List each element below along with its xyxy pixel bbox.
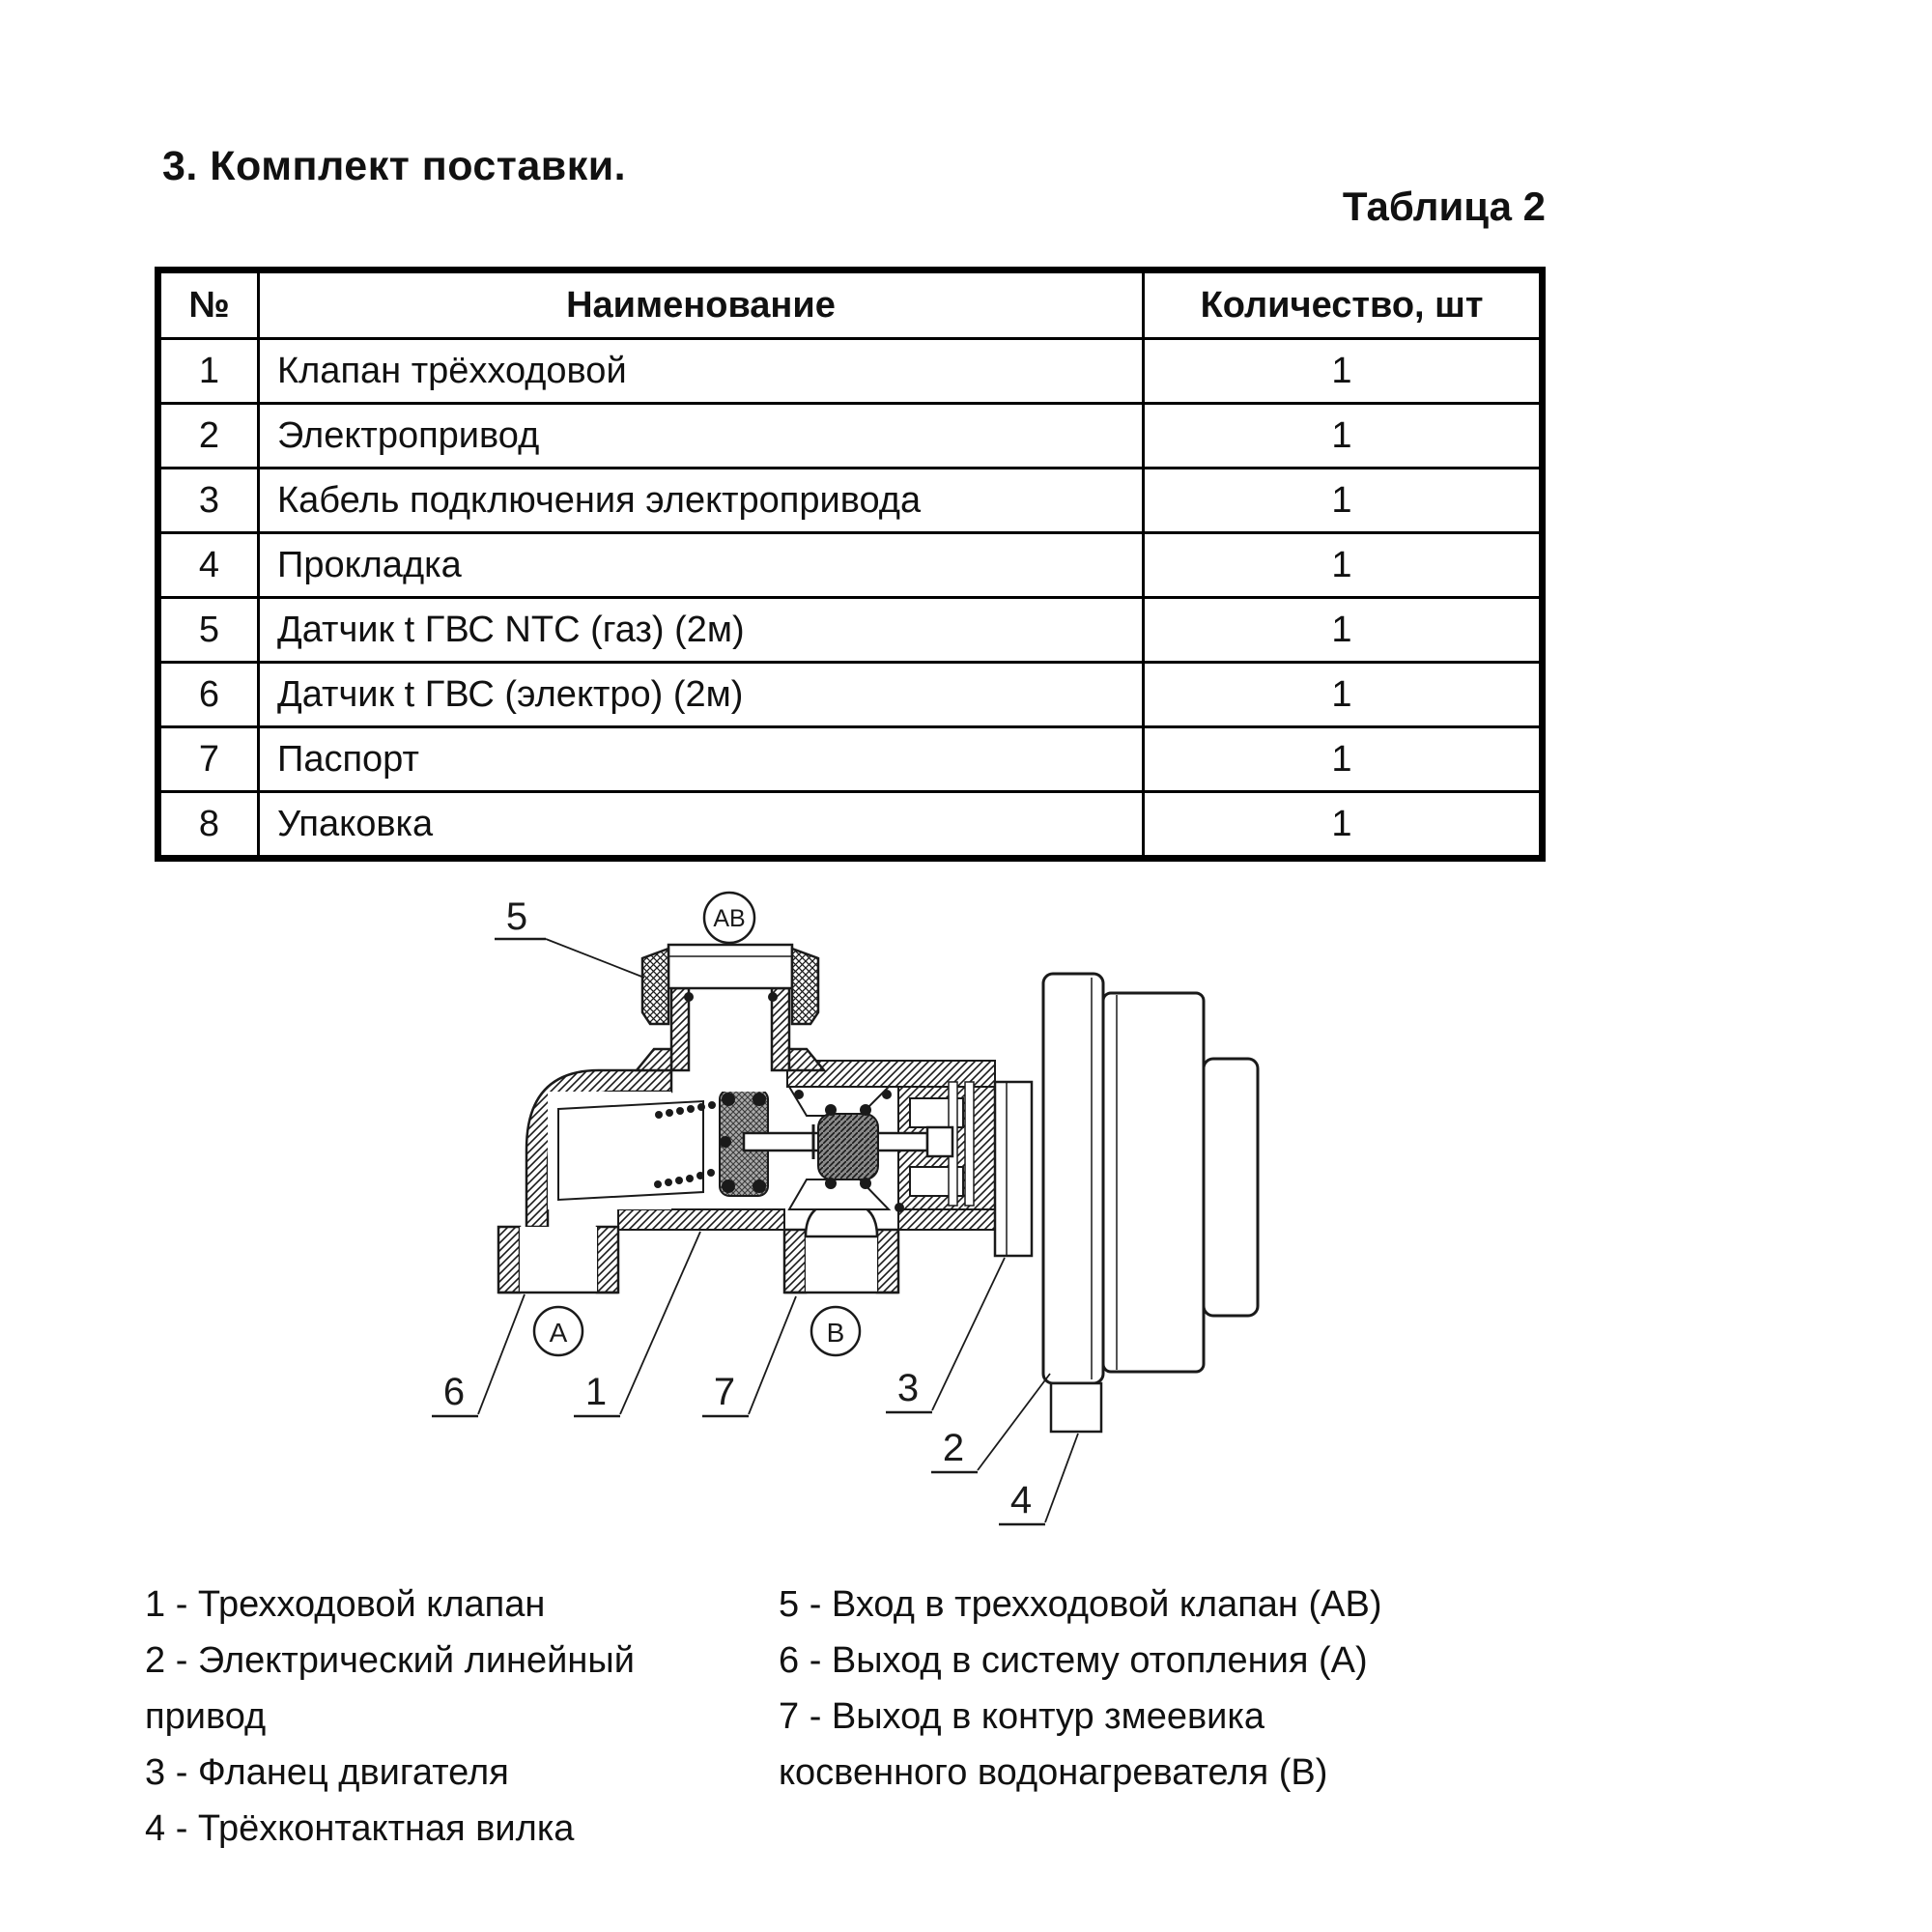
legend-line: 1 - Трехходовой клапан xyxy=(145,1584,546,1625)
cell-num: 5 xyxy=(158,598,259,663)
cell-name: Электропривод xyxy=(259,404,1144,469)
cell-qty: 1 xyxy=(1144,404,1543,469)
table-row xyxy=(158,469,1543,533)
cell-num: 6 xyxy=(158,663,259,727)
svg-text:2: 2 xyxy=(942,1427,965,1469)
legend-line: 4 - Трёхконтактная вилка xyxy=(145,1808,575,1849)
table-row xyxy=(158,339,1543,404)
cell-name: Кабель подключения электропривода xyxy=(259,469,1144,533)
callout-5 xyxy=(495,895,644,978)
legend-line: привод xyxy=(145,1696,267,1737)
column-header-num: № xyxy=(158,270,259,339)
callout-3 xyxy=(886,1258,1005,1412)
cell-num: 7 xyxy=(158,727,259,792)
power-plug xyxy=(1051,1383,1101,1432)
svg-text:4: 4 xyxy=(1009,1479,1033,1521)
cell-name: Датчик t ГВС NTC (газ) (2м) xyxy=(259,598,1144,663)
cell-name: Упаковка xyxy=(259,792,1144,859)
cell-qty: 1 xyxy=(1144,598,1543,663)
table-row xyxy=(158,663,1543,727)
cell-name: Датчик t ГВС (электро) (2м) xyxy=(259,663,1144,727)
legend-line: 7 - Выход в контур змеевика xyxy=(779,1696,1264,1737)
valve-disc xyxy=(818,1114,878,1179)
motor-flange xyxy=(1043,974,1103,1383)
table-row xyxy=(158,533,1543,598)
valve-cross-section-diagram xyxy=(319,860,1285,1555)
motor-cap xyxy=(1204,1059,1258,1316)
table-header-row xyxy=(158,270,1543,339)
callout-2 xyxy=(931,1374,1050,1472)
cell-qty: 1 xyxy=(1144,663,1543,727)
cell-num: 2 xyxy=(158,404,259,469)
table-row xyxy=(158,598,1543,663)
legend-right-column xyxy=(779,1577,1381,1801)
callout-6 xyxy=(432,1294,525,1416)
column-header-name: Наименование xyxy=(259,270,1144,339)
svg-text:6: 6 xyxy=(442,1371,466,1413)
legend-line: 2 - Электрический линейный xyxy=(145,1640,635,1681)
table-caption: Таблица 2 xyxy=(1342,184,1546,229)
port-a-stub xyxy=(498,1227,618,1293)
column-header-qty: Количество, шт xyxy=(1144,270,1543,339)
svg-text:5: 5 xyxy=(505,895,528,938)
port-a-label: A xyxy=(549,1318,568,1348)
svg-text:3: 3 xyxy=(896,1367,920,1409)
electric-actuator xyxy=(995,974,1258,1432)
table-row xyxy=(158,727,1543,792)
cell-name: Прокладка xyxy=(259,533,1144,598)
cell-qty: 1 xyxy=(1144,727,1543,792)
cell-qty: 1 xyxy=(1144,533,1543,598)
legend-line: 6 - Выход в систему отопления (А) xyxy=(779,1640,1368,1681)
cell-qty: 1 xyxy=(1144,792,1543,859)
cell-num: 1 xyxy=(158,339,259,404)
cell-num: 8 xyxy=(158,792,259,859)
seat-insert xyxy=(558,1101,703,1200)
legend-left-column xyxy=(145,1577,635,1857)
adapter-column xyxy=(995,1082,1032,1256)
section-heading: 3. Комплект поставки. xyxy=(162,143,627,189)
table-row xyxy=(158,792,1543,859)
cell-qty: 1 xyxy=(1144,469,1543,533)
delivery-set-table xyxy=(155,267,1546,862)
motor-body xyxy=(1103,993,1204,1372)
cell-qty: 1 xyxy=(1144,339,1543,404)
legend-line: 5 - Вход в трехходовой клапан (АВ) xyxy=(779,1584,1382,1625)
port-b-label: B xyxy=(826,1318,845,1348)
callout-7 xyxy=(702,1296,796,1416)
cell-num: 3 xyxy=(158,469,259,533)
cell-num: 4 xyxy=(158,533,259,598)
callout-4 xyxy=(999,1434,1078,1524)
legend-line: 3 - Фланец двигателя xyxy=(145,1752,509,1793)
cell-name: Клапан трёхходовой xyxy=(259,339,1144,404)
legend-line: косвенного водонагревателя (В) xyxy=(779,1752,1328,1793)
svg-text:1: 1 xyxy=(584,1371,608,1413)
port-b-stub xyxy=(784,1202,898,1293)
flow-funnel-bottom xyxy=(789,1179,889,1209)
svg-text:7: 7 xyxy=(713,1371,736,1413)
cell-name: Паспорт xyxy=(259,727,1144,792)
flow-funnel-top xyxy=(789,1087,889,1116)
port-ab-label: AB xyxy=(713,905,746,932)
table-row xyxy=(158,404,1543,469)
